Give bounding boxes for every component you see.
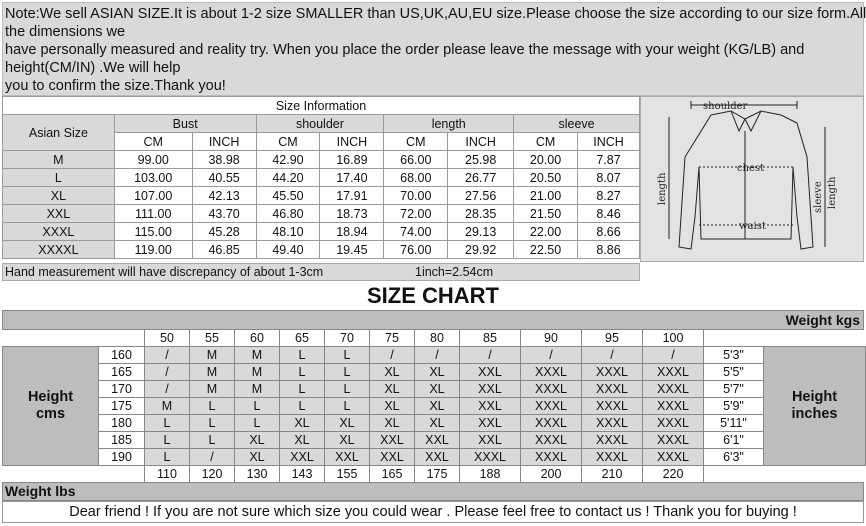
note-line: the dimensions we bbox=[5, 24, 126, 40]
kgs-row bbox=[3, 330, 866, 347]
unit-header: INCH bbox=[320, 133, 384, 151]
size-info-value-cell: 8.66 bbox=[578, 223, 640, 241]
height-cms-label-line: cms bbox=[35, 406, 66, 422]
size-info-size-cell: XXXXL bbox=[3, 241, 115, 259]
size-chart-table bbox=[2, 329, 866, 483]
size-info-row bbox=[3, 205, 640, 223]
weight-kg-cell: 55 bbox=[190, 330, 235, 347]
size-recommendation-cell: M bbox=[235, 381, 280, 398]
size-recommendation-cell: XXXL bbox=[582, 398, 643, 415]
size-recommendation-cell: XXL bbox=[415, 432, 460, 449]
height-inch-cell: 6'3" bbox=[704, 449, 764, 466]
size-recommendation-cell: XXXL bbox=[521, 381, 582, 398]
size-info-value-cell: 7.87 bbox=[578, 151, 640, 169]
height-inch-cell: 5'9" bbox=[704, 398, 764, 415]
size-info-value-cell: 8.86 bbox=[578, 241, 640, 259]
size-recommendation-cell: / bbox=[370, 347, 415, 364]
weight-lb-cell: 188 bbox=[460, 466, 521, 483]
height-cms-label bbox=[3, 347, 99, 466]
unit-header: INCH bbox=[192, 133, 256, 151]
height-cm-cell: 160 bbox=[99, 347, 145, 364]
size-info-row bbox=[3, 241, 640, 259]
size-info-value-cell: 26.77 bbox=[448, 169, 514, 187]
blank-cell bbox=[704, 466, 866, 483]
size-info-value-cell: 107.00 bbox=[114, 187, 192, 205]
blank-cell bbox=[3, 466, 145, 483]
size-recommendation-cell: / bbox=[145, 364, 190, 381]
height-cms-label-line: Height bbox=[27, 389, 74, 405]
size-info-value-cell: 28.35 bbox=[448, 205, 514, 223]
size-recommendation-cell: XXXL bbox=[582, 364, 643, 381]
size-info-row bbox=[3, 169, 640, 187]
size-recommendation-cell: XXXL bbox=[582, 415, 643, 432]
weight-kg-cell: 70 bbox=[325, 330, 370, 347]
size-info-size-cell: M bbox=[3, 151, 115, 169]
size-info-value-cell: 103.00 bbox=[114, 169, 192, 187]
height-cm-cell: 165 bbox=[99, 364, 145, 381]
size-info-value-cell: 49.40 bbox=[256, 241, 320, 259]
size-recommendation-cell: XXXL bbox=[521, 449, 582, 466]
size-info-value-cell: 25.98 bbox=[448, 151, 514, 169]
size-info-size-cell: XXL bbox=[3, 205, 115, 223]
size-note bbox=[2, 2, 864, 96]
size-info-row bbox=[3, 187, 640, 205]
size-info-value-cell: 46.85 bbox=[192, 241, 256, 259]
size-recommendation-cell: XL bbox=[370, 364, 415, 381]
size-recommendation-cell: / bbox=[521, 347, 582, 364]
size-recommendation-cell: XL bbox=[280, 432, 325, 449]
size-info-value-cell: 20.50 bbox=[514, 169, 578, 187]
weight-kg-cell: 80 bbox=[415, 330, 460, 347]
size-recommendation-cell: L bbox=[190, 432, 235, 449]
weight-lb-cell: 165 bbox=[370, 466, 415, 483]
group-header-bust: Bust bbox=[114, 115, 256, 133]
size-information-table bbox=[2, 96, 640, 259]
height-cm-cell: 170 bbox=[99, 381, 145, 398]
note-line: you to confirm the size.Thank you! bbox=[5, 78, 226, 94]
height-row bbox=[3, 415, 866, 432]
size-info-value-cell: 119.00 bbox=[114, 241, 192, 259]
size-recommendation-cell: / bbox=[190, 449, 235, 466]
size-info-value-cell: 22.50 bbox=[514, 241, 578, 259]
size-recommendation-cell: XXL bbox=[460, 432, 521, 449]
size-info-value-cell: 72.00 bbox=[384, 205, 448, 223]
figure-label-shoulder: shoulder bbox=[703, 101, 748, 112]
size-recommendation-cell: XXXL bbox=[643, 415, 704, 432]
size-recommendation-cell: M bbox=[235, 347, 280, 364]
weight-lb-cell: 210 bbox=[582, 466, 643, 483]
size-info-value-cell: 19.45 bbox=[320, 241, 384, 259]
group-header-length: length bbox=[384, 115, 514, 133]
height-cm-cell: 185 bbox=[99, 432, 145, 449]
size-recommendation-cell: L bbox=[325, 381, 370, 398]
blank-cell bbox=[704, 330, 866, 347]
size-recommendation-cell: M bbox=[145, 398, 190, 415]
size-recommendation-cell: M bbox=[190, 381, 235, 398]
size-info-value-cell: 46.80 bbox=[256, 205, 320, 223]
height-inch-cell: 6'1" bbox=[704, 432, 764, 449]
size-recommendation-cell: XL bbox=[370, 415, 415, 432]
size-recommendation-cell: XXL bbox=[460, 398, 521, 415]
size-recommendation-cell: XXL bbox=[460, 415, 521, 432]
size-recommendation-cell: L bbox=[190, 415, 235, 432]
size-info-value-cell: 16.89 bbox=[320, 151, 384, 169]
size-info-value-cell: 99.00 bbox=[114, 151, 192, 169]
height-inch-cell: 5'3" bbox=[704, 347, 764, 364]
weight-kg-cell: 65 bbox=[280, 330, 325, 347]
unit-header: INCH bbox=[448, 133, 514, 151]
size-info-value-cell: 66.00 bbox=[384, 151, 448, 169]
size-info-value-cell: 42.13 bbox=[192, 187, 256, 205]
size-recommendation-cell: L bbox=[145, 449, 190, 466]
group-header-sleeve: sleeve bbox=[514, 115, 640, 133]
shirt-diagram-icon bbox=[641, 97, 863, 261]
figure-label-sleeve: sleeve bbox=[813, 181, 824, 213]
size-recommendation-cell: / bbox=[415, 347, 460, 364]
size-recommendation-cell: M bbox=[190, 364, 235, 381]
weight-lb-cell: 143 bbox=[280, 466, 325, 483]
size-info-row bbox=[3, 151, 640, 169]
weight-kg-cell: 95 bbox=[582, 330, 643, 347]
size-recommendation-cell: L bbox=[190, 398, 235, 415]
size-recommendation-cell: L bbox=[235, 415, 280, 432]
weight-lb-cell: 175 bbox=[415, 466, 460, 483]
size-info-value-cell: 43.70 bbox=[192, 205, 256, 223]
unit-header: INCH bbox=[578, 133, 640, 151]
weight-kg-cell: 90 bbox=[521, 330, 582, 347]
size-recommendation-cell: / bbox=[460, 347, 521, 364]
size-chart-title: SIZE CHART bbox=[367, 283, 499, 308]
size-info-value-cell: 40.55 bbox=[192, 169, 256, 187]
size-info-value-cell: 68.00 bbox=[384, 169, 448, 187]
size-recommendation-cell: XXL bbox=[415, 449, 460, 466]
weight-lb-cell: 220 bbox=[643, 466, 704, 483]
blank-cell bbox=[3, 330, 145, 347]
size-info-value-cell: 70.00 bbox=[384, 187, 448, 205]
weight-lb-cell: 120 bbox=[190, 466, 235, 483]
size-recommendation-cell: XL bbox=[415, 381, 460, 398]
size-info-value-cell: 17.40 bbox=[320, 169, 384, 187]
size-info-value-cell: 29.92 bbox=[448, 241, 514, 259]
size-recommendation-cell: XL bbox=[415, 415, 460, 432]
height-cm-cell: 190 bbox=[99, 449, 145, 466]
size-recommendation-cell: XL bbox=[325, 432, 370, 449]
size-info-value-cell: 76.00 bbox=[384, 241, 448, 259]
note-line: have personally measured and reality try. When you place the order please leave the message with your weight (KG/LB) and bbox=[5, 42, 805, 58]
size-info-value-cell: 8.46 bbox=[578, 205, 640, 223]
size-recommendation-cell: XXL bbox=[460, 364, 521, 381]
size-recommendation-cell: L bbox=[325, 398, 370, 415]
size-info-value-cell: 29.13 bbox=[448, 223, 514, 241]
weight-kg-cell: 50 bbox=[145, 330, 190, 347]
size-recommendation-cell: XL bbox=[235, 432, 280, 449]
size-info-value-cell: 42.90 bbox=[256, 151, 320, 169]
size-recommendation-cell: / bbox=[643, 347, 704, 364]
weight-lb-cell: 200 bbox=[521, 466, 582, 483]
size-recommendation-cell: XXXL bbox=[582, 449, 643, 466]
size-info-value-cell: 17.91 bbox=[320, 187, 384, 205]
weight-lb-cell: 130 bbox=[235, 466, 280, 483]
size-recommendation-cell: XL bbox=[415, 364, 460, 381]
height-inch-cell: 5'7" bbox=[704, 381, 764, 398]
unit-header: CM bbox=[114, 133, 192, 151]
size-info-size-cell: L bbox=[3, 169, 115, 187]
height-row bbox=[3, 398, 866, 415]
size-recommendation-cell: XL bbox=[280, 415, 325, 432]
height-inches-label-line: inches bbox=[791, 406, 838, 422]
height-row bbox=[3, 449, 866, 466]
size-info-size-cell: XXXL bbox=[3, 223, 115, 241]
size-info-value-cell: 115.00 bbox=[114, 223, 192, 241]
discrepancy-note bbox=[2, 263, 640, 281]
weight-kg-cell: 60 bbox=[235, 330, 280, 347]
figure-label-waist: waist bbox=[739, 221, 766, 232]
size-info-title: Size Information bbox=[3, 97, 640, 115]
size-info-value-cell: 18.73 bbox=[320, 205, 384, 223]
size-recommendation-cell: XL bbox=[325, 415, 370, 432]
weight-kg-cell: 85 bbox=[460, 330, 521, 347]
size-recommendation-cell: / bbox=[145, 381, 190, 398]
size-info-value-cell: 27.56 bbox=[448, 187, 514, 205]
figure-label-chest: chest bbox=[737, 163, 765, 174]
size-info-value-cell: 8.07 bbox=[578, 169, 640, 187]
size-recommendation-cell: XXXL bbox=[521, 432, 582, 449]
size-recommendation-cell: XXXL bbox=[643, 398, 704, 415]
size-recommendation-cell: XXL bbox=[370, 432, 415, 449]
unit-header: CM bbox=[514, 133, 578, 151]
height-row bbox=[3, 347, 866, 364]
note-line: Note:We sell ASIAN SIZE.It is about 1-2 size SMALLER than US,UK,AU,EU size.Please choose the size according to our size form.All bbox=[5, 6, 866, 22]
size-recommendation-cell: L bbox=[280, 381, 325, 398]
height-inches-label-line: Height bbox=[791, 389, 838, 405]
size-recommendation-cell: L bbox=[145, 432, 190, 449]
size-info-value-cell: 48.10 bbox=[256, 223, 320, 241]
weight-kgs-bar bbox=[2, 310, 864, 330]
size-recommendation-cell: XL bbox=[370, 398, 415, 415]
size-recommendation-cell: XXXL bbox=[521, 415, 582, 432]
size-recommendation-cell: / bbox=[145, 347, 190, 364]
size-recommendation-cell: L bbox=[325, 347, 370, 364]
size-recommendation-cell: XXXL bbox=[521, 398, 582, 415]
size-recommendation-cell: L bbox=[280, 347, 325, 364]
size-recommendation-cell: XXXL bbox=[582, 381, 643, 398]
lbs-row bbox=[3, 466, 866, 483]
size-recommendation-cell: XXXL bbox=[643, 449, 704, 466]
discrepancy-text: Hand measurement will have discrepancy of about 1-3cm bbox=[5, 265, 324, 279]
size-recommendation-cell: M bbox=[190, 347, 235, 364]
size-info-value-cell: 21.00 bbox=[514, 187, 578, 205]
size-info-value-cell: 20.00 bbox=[514, 151, 578, 169]
height-row bbox=[3, 364, 866, 381]
size-info-value-cell: 18.94 bbox=[320, 223, 384, 241]
weight-lb-cell: 110 bbox=[145, 466, 190, 483]
size-info-row bbox=[3, 223, 640, 241]
size-info-value-cell: 45.28 bbox=[192, 223, 256, 241]
size-recommendation-cell: XXXL bbox=[521, 364, 582, 381]
inch-conversion: 1inch=2.54cm bbox=[415, 265, 494, 279]
size-info-value-cell: 45.50 bbox=[256, 187, 320, 205]
size-recommendation-cell: XXL bbox=[325, 449, 370, 466]
height-inch-cell: 5'11" bbox=[704, 415, 764, 432]
size-recommendation-cell: L bbox=[280, 398, 325, 415]
size-recommendation-cell: XL bbox=[235, 449, 280, 466]
size-recommendation-cell: XXL bbox=[370, 449, 415, 466]
size-info-value-cell: 38.98 bbox=[192, 151, 256, 169]
weight-kg-cell: 100 bbox=[643, 330, 704, 347]
size-recommendation-cell: XXXL bbox=[643, 381, 704, 398]
size-recommendation-cell: / bbox=[582, 347, 643, 364]
size-info-value-cell: 21.50 bbox=[514, 205, 578, 223]
weight-kg-cell: 75 bbox=[370, 330, 415, 347]
size-recommendation-cell: L bbox=[235, 398, 280, 415]
weight-lb-cell: 155 bbox=[325, 466, 370, 483]
size-recommendation-cell: XXXL bbox=[643, 364, 704, 381]
height-row bbox=[3, 381, 866, 398]
size-recommendation-cell: XXXL bbox=[643, 432, 704, 449]
size-recommendation-cell: L bbox=[280, 364, 325, 381]
asian-size-header: Asian Size bbox=[3, 115, 115, 151]
height-row bbox=[3, 432, 866, 449]
height-inch-cell: 5'5" bbox=[704, 364, 764, 381]
height-cm-cell: 175 bbox=[99, 398, 145, 415]
size-info-size-cell: XL bbox=[3, 187, 115, 205]
size-info-value-cell: 44.20 bbox=[256, 169, 320, 187]
size-recommendation-cell: XXL bbox=[280, 449, 325, 466]
note-line: height(CM/IN) .We will help bbox=[5, 60, 181, 76]
weight-kgs-label: Weight kgs bbox=[785, 312, 860, 328]
size-recommendation-cell: XXL bbox=[460, 381, 521, 398]
size-info-value-cell: 111.00 bbox=[114, 205, 192, 223]
height-inches-label bbox=[764, 347, 866, 466]
figure-label-sleeve-length: length bbox=[827, 176, 838, 209]
size-recommendation-cell: XL bbox=[415, 398, 460, 415]
size-info-value-cell: 8.27 bbox=[578, 187, 640, 205]
unit-header: CM bbox=[384, 133, 448, 151]
footer-message: Dear friend ! If you are not sure which size you could wear . Please feel free to contact us ! Thank you for buying ! bbox=[2, 501, 864, 523]
shirt-measurement-figure bbox=[640, 96, 864, 262]
unit-header: CM bbox=[256, 133, 320, 151]
size-recommendation-cell: XXXL bbox=[460, 449, 521, 466]
weight-lbs-label: Weight lbs bbox=[2, 482, 864, 501]
size-info-value-cell: 74.00 bbox=[384, 223, 448, 241]
size-recommendation-cell: L bbox=[325, 364, 370, 381]
size-recommendation-cell: L bbox=[145, 415, 190, 432]
group-header-shoulder: shoulder bbox=[256, 115, 384, 133]
figure-label-length: length bbox=[657, 172, 668, 205]
size-recommendation-cell: XXXL bbox=[582, 432, 643, 449]
size-recommendation-cell: M bbox=[235, 364, 280, 381]
size-recommendation-cell: XL bbox=[370, 381, 415, 398]
size-info-value-cell: 22.00 bbox=[514, 223, 578, 241]
height-cm-cell: 180 bbox=[99, 415, 145, 432]
